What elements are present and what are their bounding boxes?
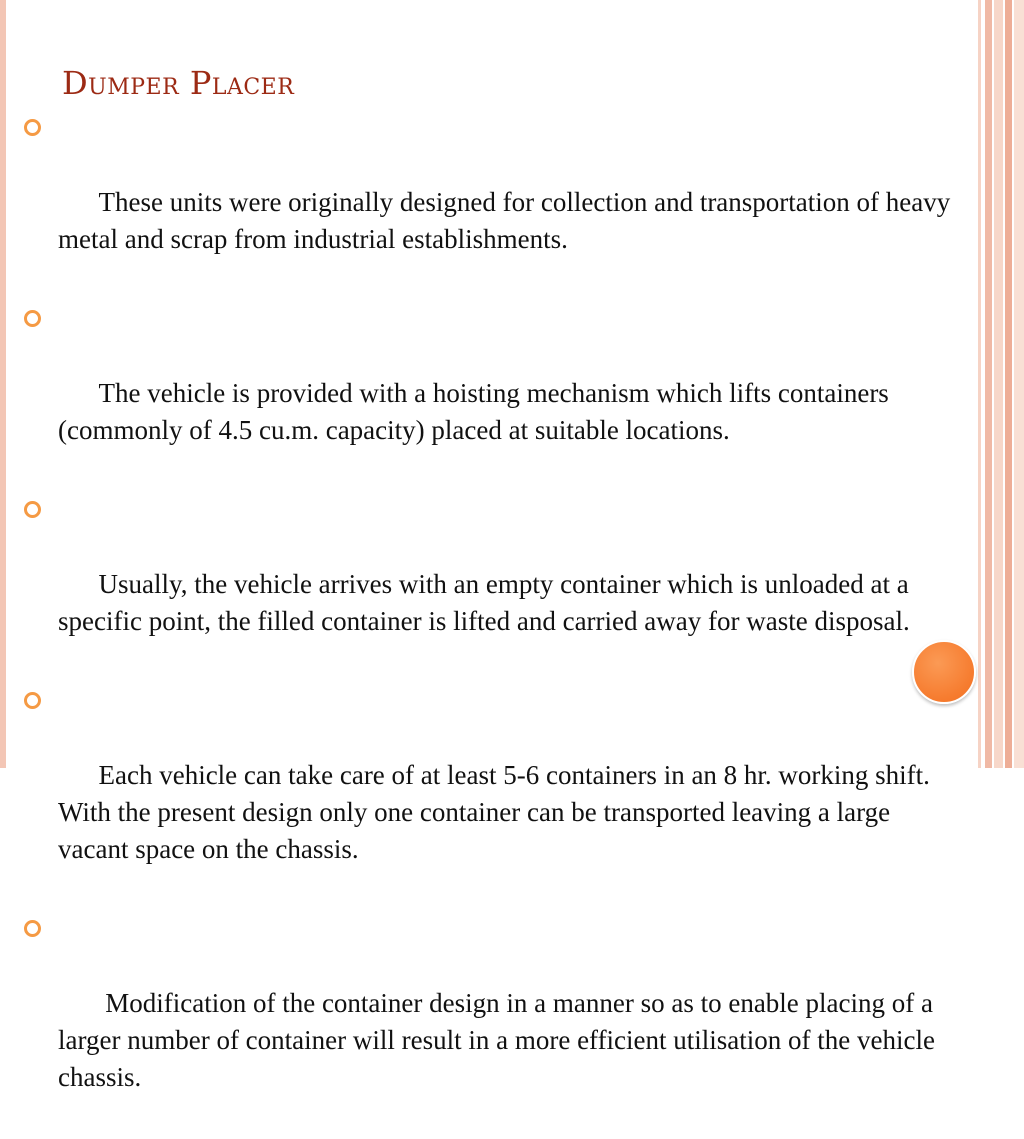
hollow-circle-bullet-icon (24, 501, 41, 518)
hollow-circle-bullet-icon (24, 310, 41, 327)
bullet-text: These units were originally designed for collection and transportation of heavy metal and scrap from industrial establishments. (58, 187, 957, 254)
bullet-list (22, 110, 967, 1139)
bullet-item (22, 492, 967, 677)
bullet-text: Each vehicle can take care of at least 5-6 containers in an 8 hr. working shift. With the present design only one container can be transported leaving a large vacant space on the chassis. (58, 760, 937, 864)
right-stripe-decoration (985, 0, 992, 768)
right-stripe-decoration (1014, 0, 1024, 768)
right-stripe-decoration (1005, 0, 1012, 768)
orange-circle-decoration (912, 640, 976, 704)
slide-title: Dumper Placer (62, 64, 295, 102)
right-stripe-decoration (978, 0, 981, 768)
bullet-item (22, 110, 967, 295)
hollow-circle-bullet-icon (24, 692, 41, 709)
right-stripe-decoration (994, 0, 1003, 768)
bullet-text: Usually, the vehicle arrives with an empty container which is unloaded at a specific point, the filled container is lifted and carried away for waste disposal. (58, 569, 916, 636)
hollow-circle-bullet-icon (24, 920, 41, 937)
bullet-item (22, 301, 967, 486)
hollow-circle-bullet-icon (24, 119, 41, 136)
bullet-text: The vehicle is provided with a hoisting mechanism which lifts containers (commonly of 4.5 cu.m. capacity) placed at suitable locations. (58, 378, 896, 445)
bullet-item (22, 911, 967, 1133)
bullet-item (22, 683, 967, 905)
left-border-decoration (0, 0, 6, 768)
bullet-text: Modification of the container design in a manner so as to enable placing of a larger number of container will result in a more efficient utilisation of the vehicle chassis. (58, 988, 942, 1092)
